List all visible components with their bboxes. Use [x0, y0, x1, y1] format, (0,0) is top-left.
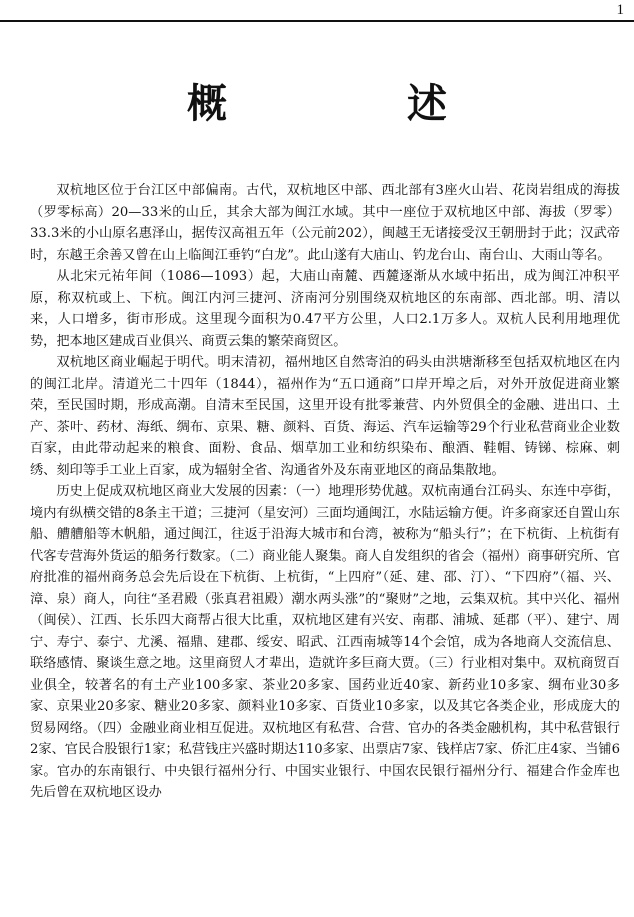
page-number: 1: [616, 2, 624, 18]
paragraph: 双杭地区商业崛起于明代。明末清初，福州地区自然寄泊的码头由洪塘渐移至包括双杭地区在内的闽江北岸。清道光二十四年（1844），福州作为“五口通商”口岸开埠之后，对外开放促进商业繁荣，至民国时期，形成高潮。自清末至民国，这里开设有批零兼营、内外贸俱全的金融、进出口、土产、茶叶、药材、海纸、绸布、京果、糖、颜料、百货、海运、汽车运输等29个行业私营商业企业数百家，由此带动起来的粮食、面粉、食品、烟草加工业和纺织染布、酿酒、鞋帽、铸锑、棕麻、刺绣、刻印等手工业上百家，成为辐射全省、沟通省外及东南亚地区的商品集散地。: [30, 355, 620, 478]
top-rule: [0, 20, 634, 22]
page-title: 概 述: [187, 81, 517, 127]
paragraph: 双杭地区位于台江区中部偏南。古代，双杭地区中部、西北部有3座火山岩、花岗岩组成的海拔（罗零标高）20—33米的山丘，其余大部为闽江水域。其中一座位于双杭地区中部、海拔（罗零）33.3米的小山原名惠泽山，据传汉高祖五年（公元前202），闽越王无诸接受汉王朝册封于此；汉武帝时，东越王余善又曾在山上临闽江垂钓“白龙”。此山遂有大庙山、钓龙台山、南台山、大雨山等名。: [30, 183, 620, 263]
body-text: [30, 180, 620, 804]
paragraph: 从北宋元祐年间（1086—1093）起，大庙山南麓、西麓逐渐从水域中拓出，成为闽江冲积平原，称双杭或上、下杭。闽江内河三捷河、济南河分别围绕双杭地区的东南部、西北部。明、清以来，人口增多，街市形成。这里现今面积为0.47平方公里，人口2.1万多人。双杭人民利用地理优势，把本地区建成百业俱兴、商贾云集的繁荣商贸区。: [30, 269, 620, 349]
paragraph: 历史上促成双杭地区商业大发展的因素：（一）地理形势优越。双杭南通台江码头、东连中亭街，境内有纵横交错的8条主干道；三捷河（星安河）三面均通闽江，水陆运输方便。许多商家还自置山东船、艚艚船等木帆船，通过闽江，往返于沿海大城市和台湾，被称为“船头行”；在下杭街、上杭街有代客专营海外货运的船务行数家。（二）商业能人聚集。商人自发组织的省会（福州）商事研究所、官府批准的福州商务总会先后设在下杭街、上杭街，“上四府”（延、建、邵、汀）、“下四府”（福、兴、漳、泉）商人，向往“圣君殿（张真君祖殿）潮水两头涨”的“聚财”之地，云集双杭。其中兴化、福州（闽侯）、江西、长乐四大商帮占很大比重，双杭地区建有兴安、南郡、浦城、延郡（平）、建宁、周宁、寿宁、泰宁、尤溪、福鼎、建郡、绥安、昭武、江西南城等14个会馆，成为各地商人交流信息、联络感情、聚谈生意之地。这里商贸人才辈出，造就许多巨商大贾。（三）行业相对集中。双杭商贸百业俱全，较著名的有土产业100多家、茶业20多家、国药业近40家、新药业10多家、绸布业30多家、京果业20多家、糖业20多家、颜料业10多家、百货业10多家，以及其它各类企业，形成庞大的贸易网络。（四）金融业商业相互促进。双杭地区有私营、合营、官办的各类金融机构，其中私营银行2家、官民合股银行1家；私营钱庄兴盛时期达110多家、出票店7家、钱样店7家、侨汇庄4家、当铺6家。官办的东南银行、中央银行福州分行、中国实业银行、中国农民银行福州分行、福建合作金库也先后曾在双杭地区设办: [30, 484, 620, 800]
